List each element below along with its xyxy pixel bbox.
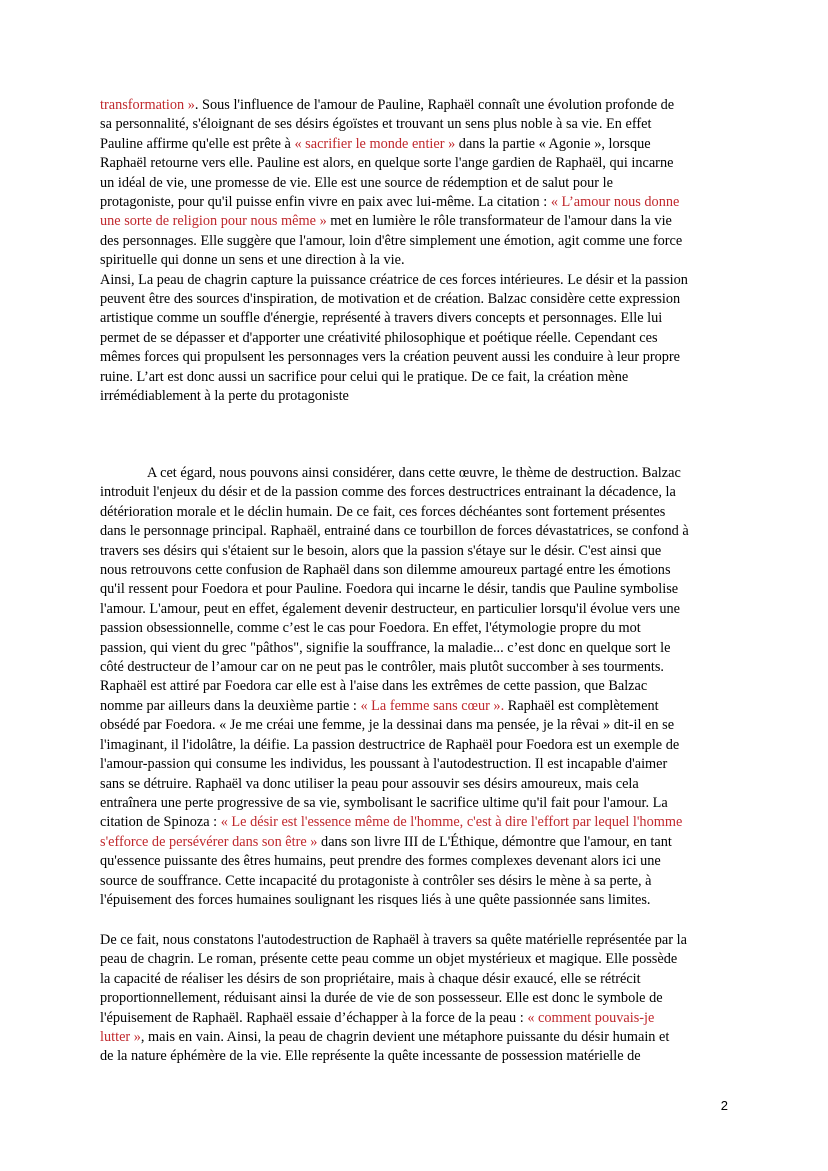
text-line <box>100 736 728 755</box>
text-line <box>100 271 728 290</box>
text-line <box>100 619 728 638</box>
paragraph-destruction-theme <box>100 464 728 910</box>
body-text: De ce fait, nous constatons l'autodestruction de Raphaël à travers sa quête matérielle représentée par la <box>100 932 687 948</box>
text-line <box>100 580 728 599</box>
text-line <box>100 970 728 989</box>
text-line <box>100 891 728 910</box>
body-text: peau de chagrin. Le roman, présente cette peau comme un objet mystérieux et magique. Elle possède <box>100 951 678 968</box>
body-text: entraînera une perte progressive de sa vie, symbolisant le sacrifice ultime qu'il fait pour l'amour. La <box>100 794 668 811</box>
text-line <box>100 697 728 716</box>
text-line <box>100 154 728 173</box>
body-text: Raphaël retourne vers elle. Pauline est alors, en quelque sorte l'ange gardien de Raphaël, qui incarne <box>100 155 674 172</box>
text-line <box>100 794 728 813</box>
body-text: mêmes forces qui propulsent les personnages vers la création peuvent aussi les conduire à leur propre <box>100 349 681 366</box>
body-text: passion, qui vient du grec "pâthos", signifie la souffrance, la maladie... c’est donc en quelque sort le <box>100 639 671 656</box>
text-line <box>100 212 728 231</box>
body-text: qu'essence puissante des êtres humains, peut prendre des formes complexes devenant alors ici une <box>100 853 661 870</box>
body-text: Ainsi, La peau de chagrin capture la puissance créatrice de ces forces intérieures. Le désir et la passion <box>100 271 688 288</box>
body-text: nomme par ailleurs dans la deuxième partie : <box>100 697 361 714</box>
body-text: de la nature éphémère de la vie. Elle représente la quête incessante de possession matérielle de <box>100 1048 641 1065</box>
text-line <box>100 232 728 251</box>
paragraph-autodestruction <box>100 931 728 1067</box>
body-text: . Sous l'influence de l'amour de Pauline, Raphaël connaît une évolution profonde de <box>194 97 675 113</box>
body-text: spirituelle qui donne un sens et une direction à la vie. <box>100 252 405 269</box>
body-text: ruine. L’art est donc aussi un sacrifice pour celui qui le pratique. De ce fait, la création mène <box>100 368 629 385</box>
body-text: A cet égard, nous pouvons ainsi considérer, dans cette œuvre, le thème de destruction. Balzac <box>147 465 681 481</box>
quotation-text: transformation » <box>100 97 195 113</box>
body-text: dans la partie « Agonie », lorsque <box>455 135 651 152</box>
body-text: dans son livre III de L'Éthique, démontre que l'amour, en tant <box>317 833 672 850</box>
text-line <box>100 600 728 619</box>
text-line <box>100 115 728 134</box>
body-text: nous retrouvons cette confusion de Raphaël dans son dilemme amoureux partagé entre les émotions <box>100 562 671 579</box>
quotation-text: lutter » <box>100 1029 141 1046</box>
body-text: citation de Spinoza : <box>100 814 221 831</box>
text-line <box>100 290 728 309</box>
text-line <box>100 1009 728 1028</box>
text-line <box>100 329 728 348</box>
text-line <box>100 542 728 561</box>
text-line <box>100 135 728 154</box>
page-number: 2 <box>720 1098 728 1113</box>
text-line <box>100 813 728 832</box>
body-text: l'imaginant, il l'idolâtre, la déifie. La passion destructrice de Raphaël pour Foedora est un exemple de <box>100 736 680 753</box>
body-text: met en lumière le rôle transformateur de l'amour dans la vie <box>326 213 672 230</box>
text-line <box>100 950 728 969</box>
body-text: Raphaël est attiré par Foedora car elle est à l'aise dans les extrêmes de cette passion, que Balzac <box>100 678 648 695</box>
body-text: l'amour. L'amour, peut en effet, également devenir destructeur, en particulier lorsqu'il évolue vers une <box>100 600 680 617</box>
body-text: proportionnellement, réduisant ainsi la durée de vie de son possesseur. Elle est donc le symbole de <box>100 990 663 1007</box>
body-text: peuvent être des sources d'inspiration, de motivation et de création. Balzac considère cette expression <box>100 291 681 308</box>
body-text: la capacité de réaliser les désirs de son propriétaire, mais à chaque désir exaucé, elle se rétrécit <box>100 970 641 987</box>
body-text: irrémédiablement à la perte du protagoniste <box>100 388 349 405</box>
text-line <box>100 309 728 328</box>
text-line <box>100 833 728 852</box>
text-line <box>100 852 728 871</box>
quotation-text: une sorte de religion pour nous même » <box>100 213 327 230</box>
body-text: l'épuisement des forces humaines soulignant les risques liés à une quête passionnée sans limites. <box>100 891 651 908</box>
text-line <box>100 755 728 774</box>
body-text: artistique comme un souffle d'énergie, représenté à travers divers concepts et personnages. Elle lui <box>100 310 663 327</box>
body-text: sa personnalité, s'éloignant de ses désirs égoïstes et trouvant un sens plus noble à sa vie. En effet <box>100 116 652 133</box>
text-line <box>100 348 728 367</box>
quotation-text: « Le désir est l'essence même de l'homme, c'est à dire l'effort par lequel l'homme <box>220 814 683 831</box>
body-text: travers ses désirs qui s'étaient sur le besoin, alors que la passion s'étaye sur le désir. C'est ainsi que <box>100 542 662 559</box>
text-line <box>100 1047 728 1066</box>
text-line <box>100 658 728 677</box>
body-text: permet de se dépasser et d'apporter une créativité philosophique et poétique réelle. Cependant ces <box>100 329 658 346</box>
text-line <box>100 639 728 658</box>
text-line <box>100 931 728 950</box>
body-text: côté destructeur de l’amour car on ne peut pas le contrôler, mais plutôt succomber à ses tourments. <box>100 659 664 676</box>
text-line <box>100 561 728 580</box>
quotation-text: « La femme sans cœur ». <box>360 697 505 714</box>
text-line <box>100 989 728 1008</box>
body-text: passion obsessionnelle, comme c’est le cas pour Foedora. En effet, l'étymologie propre du mot <box>100 620 641 637</box>
text-line <box>100 775 728 794</box>
body-text: source de souffrance. Cette incapacité du protagoniste à contrôler ses désirs le mène à sa perte, à <box>100 872 652 889</box>
quotation-text: « sacrifier le monde entier » <box>294 135 456 152</box>
body-text: introduit l'enjeux du désir et de la passion comme des forces destructrices entrainant la décadence, la <box>100 484 676 501</box>
body-text: des personnages. Elle suggère que l'amour, loin d'être simplement une émotion, agit comme une force <box>100 232 683 249</box>
text-line <box>100 872 728 891</box>
body-text: l'amour-passion qui consume les individus, les poussant à l'autodestruction. Il est incapable d'aimer <box>100 756 668 773</box>
text-line <box>100 464 728 483</box>
quotation-text: s'efforce de persévérer dans son être » <box>100 833 318 850</box>
quotation-text: « L’amour nous donne <box>550 194 680 211</box>
quotation-text: « comment pouvais-je <box>527 1009 655 1026</box>
text-line <box>100 96 728 115</box>
text-line <box>100 483 728 502</box>
text-line <box>100 677 728 696</box>
body-text: l'épuisement de Raphaël. Raphaël essaie d’échapper à la force de la peau : <box>100 1009 528 1026</box>
text-line <box>100 387 728 406</box>
text-line <box>100 368 728 387</box>
body-text: sans se détruire. Raphaël va donc utiliser la peau pour assouvir ses désirs amoureux, mais cela <box>100 775 639 792</box>
text-line <box>100 503 728 522</box>
body-text: , mais en vain. Ainsi, la peau de chagrin devient une métaphore puissante du désir humain et <box>140 1029 670 1046</box>
body-text: détérioration morale et le déclin humain. De ce fait, ces forces déchéantes sont fortement présentes <box>100 503 666 520</box>
text-line <box>100 522 728 541</box>
text-line <box>100 174 728 193</box>
body-text: obsédé par Foedora. « Je me créai une femme, je la dessinai dans ma pensée, je la rêvai » dit-il en se <box>100 717 675 734</box>
body-text: qu'il ressent pour Foedora et pour Pauline. Foedora qui incarne le désir, tandis que Pauline symbolise <box>100 581 679 598</box>
paragraph-love-transformation <box>100 96 728 407</box>
body-text: Pauline affirme qu'elle est prête à <box>100 135 295 152</box>
text-line <box>100 251 728 270</box>
text-line <box>100 716 728 735</box>
text-line <box>100 193 728 212</box>
text-line <box>100 1028 728 1047</box>
body-text: protagoniste, pour qu'il puisse enfin vivre en paix avec lui-même. La citation : <box>100 194 551 211</box>
body-text: dans le personnage principal. Raphaël, entrainé dans ce tourbillon de forces dévastatrices, se confond à <box>100 523 689 540</box>
body-text: Raphaël est complètement <box>504 697 659 714</box>
body-text: un idéal de vie, une promesse de vie. Elle est une source de rédemption et de salut pour le <box>100 174 613 191</box>
